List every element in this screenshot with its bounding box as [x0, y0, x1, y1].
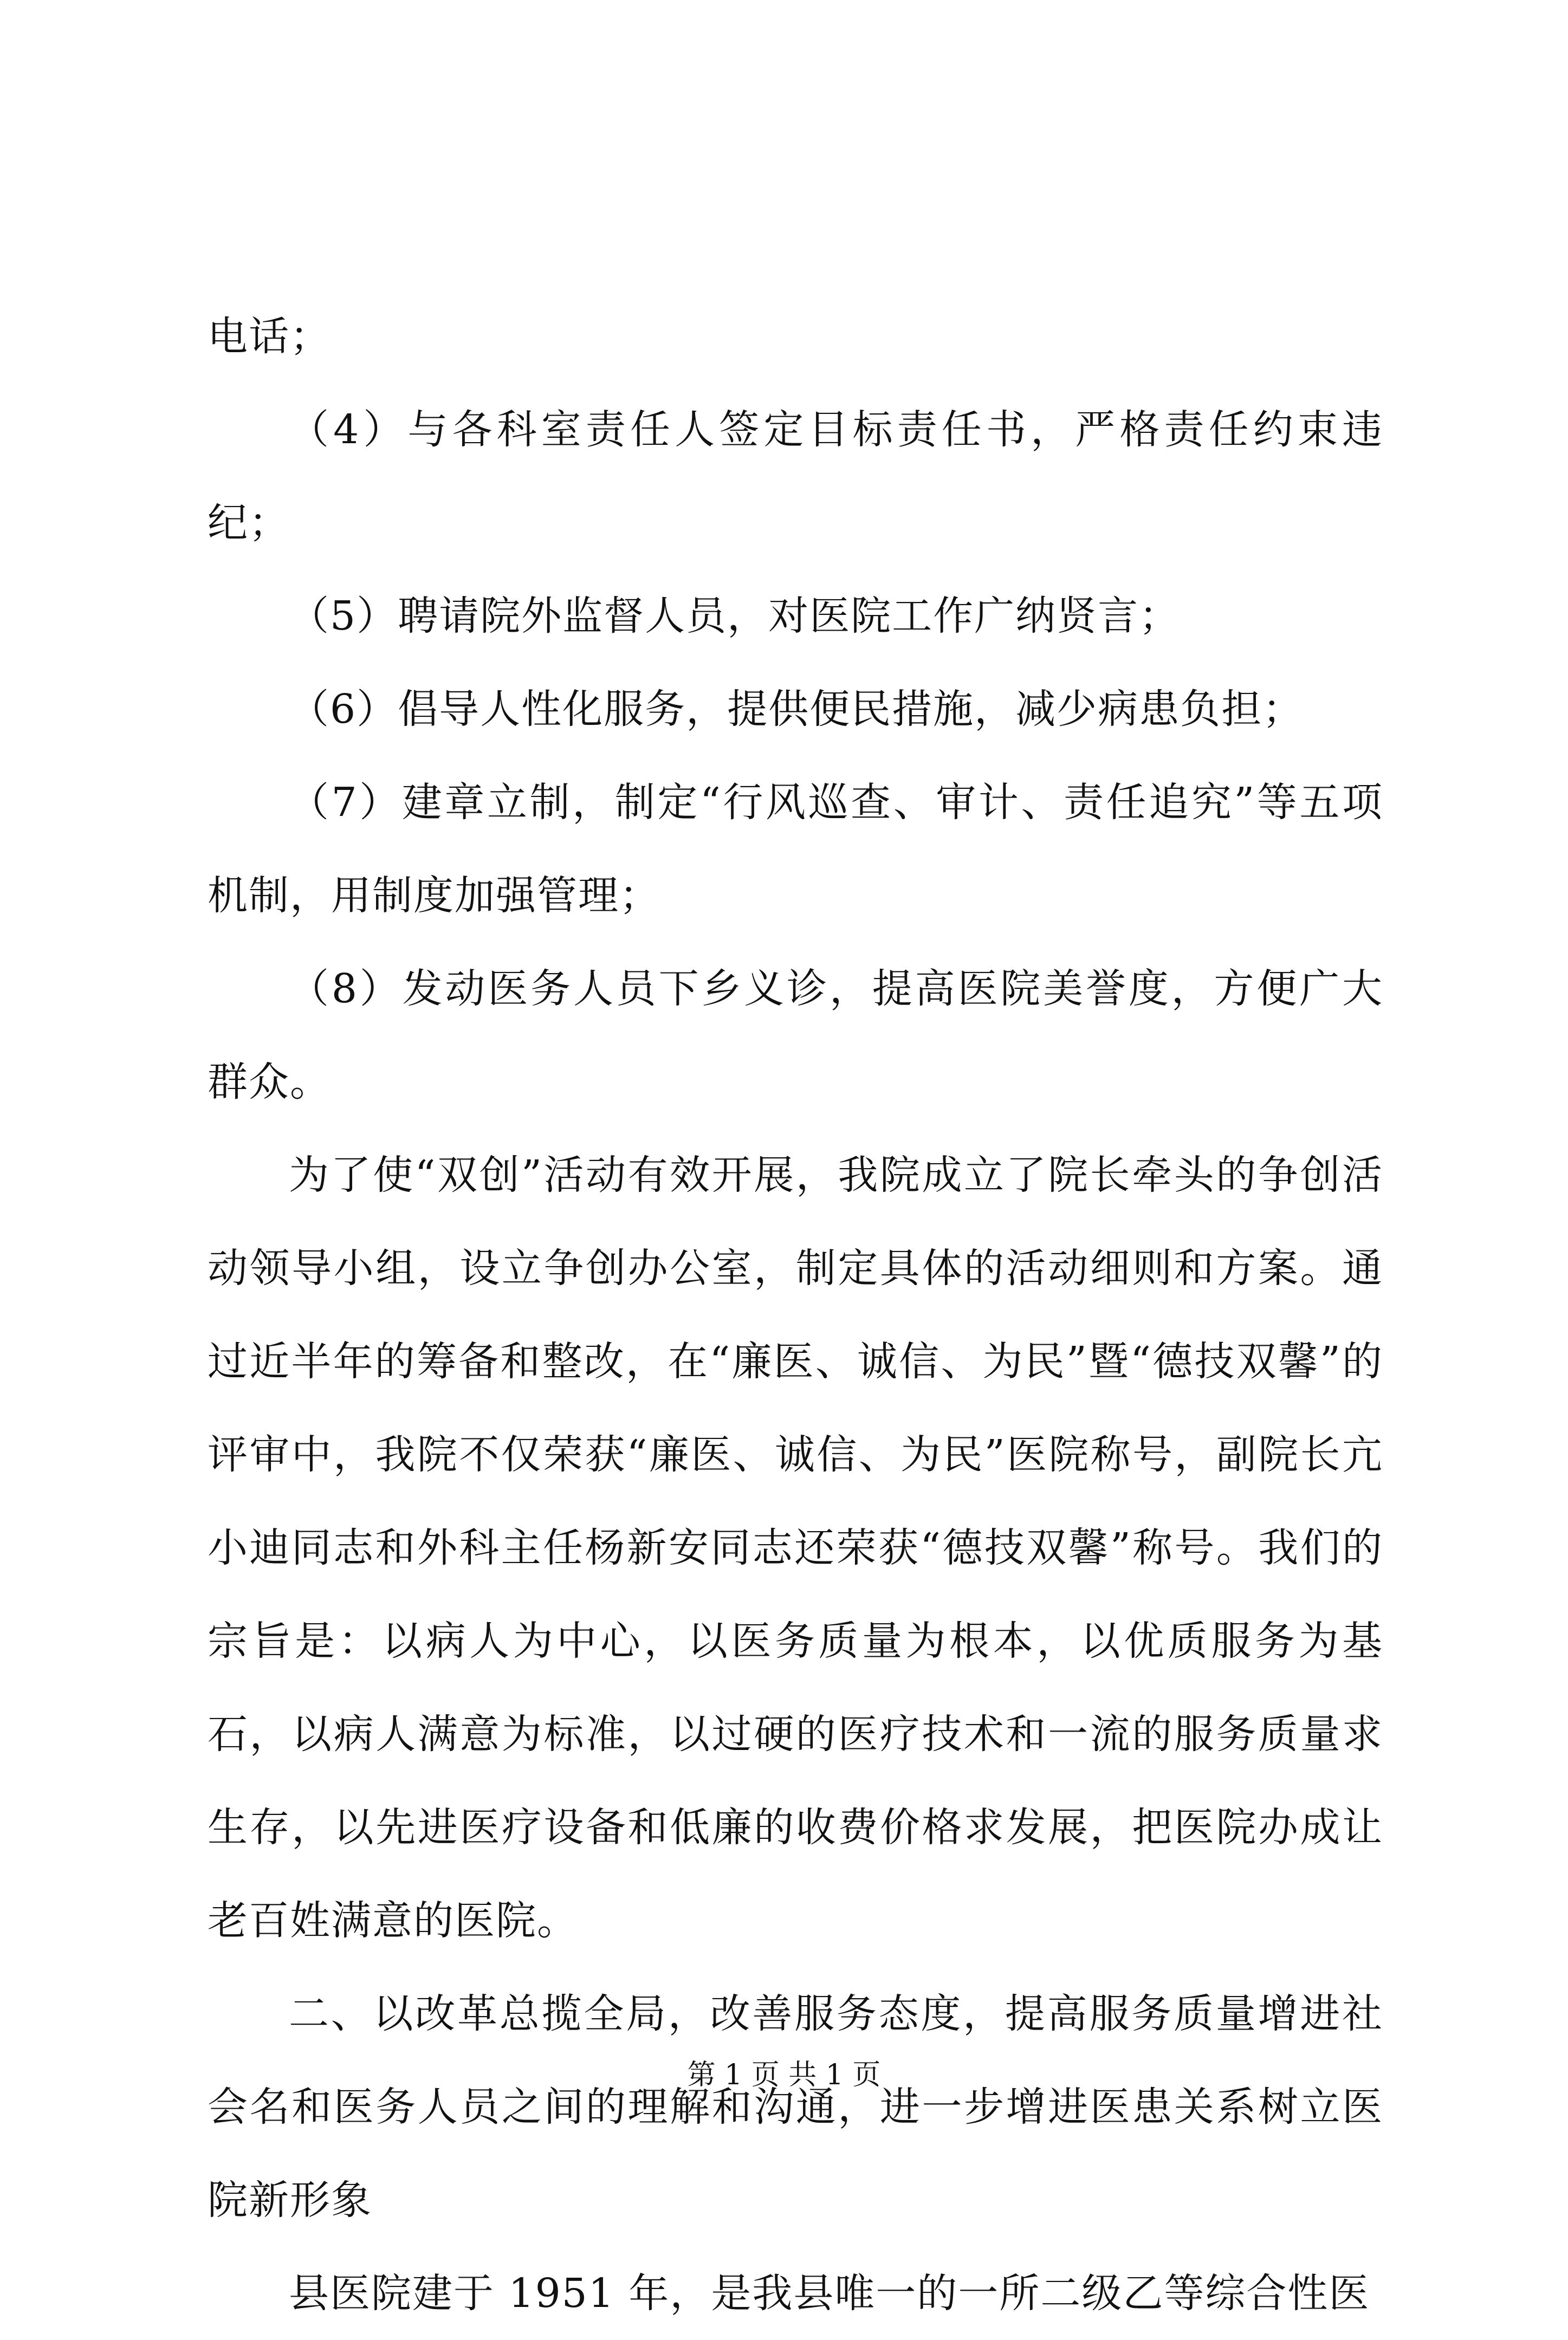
paragraph-6: （8）发动医务人员下乡义诊，提高医院美誉度，方便广大群众。	[208, 965, 1383, 1105]
paragraph-9: 县医院建于 1951 年，是我县唯一的一所二级乙等综合性医	[289, 2270, 1370, 2317]
paragraph-1: 电话；	[208, 313, 331, 360]
paragraph-7: 为了使“双创”活动有效开展，我院成立了院长牵头的争创活动领导小组，设立争创办公室，制定具体的活动细则和方案。通过近半年的筹备和整改，在“廉医、诚信、为民”暨“德技双馨”的评审中，我院不仅荣获“廉医、诚信、为民”医院称号，副院长亢小迪同志和外科主任杨新安同志还荣获“德技双馨”称号。我们的宗旨是：以病人为中心，以医务质量为根本，以优质服务为基石，以病人满意为标准，以过硬的医疗技术和一流的服务质量求生存，以先进医疗设备和低廉的收费价格求发展，把医院办成让老百姓满意的医院。	[208, 1152, 1383, 1944]
paragraph-3: （5）聘请院外监督人员，对医院工作广纳贤言；	[289, 593, 1181, 639]
document-body	[208, 290, 1383, 2340]
paragraph-8: 二、以改革总揽全局，改善服务态度，提高服务质量增进社会名和医务人员之间的理解和沟通，进一步增进医患关系树立医院新形象	[208, 1991, 1383, 2224]
page-footer: 第 1 页 共 1 页	[687, 2059, 881, 2091]
paragraph-5: （7）建章立制，制定“行风巡查、审计、责任追究”等五项机制，用制度加强管理；	[208, 779, 1383, 919]
paragraph-2: （4）与各科室责任人签定目标责任书，严格责任约束违纪；	[208, 406, 1383, 546]
paragraph-4: （6）倡导人性化服务，提供便民措施，减少病患负担；	[289, 686, 1304, 733]
